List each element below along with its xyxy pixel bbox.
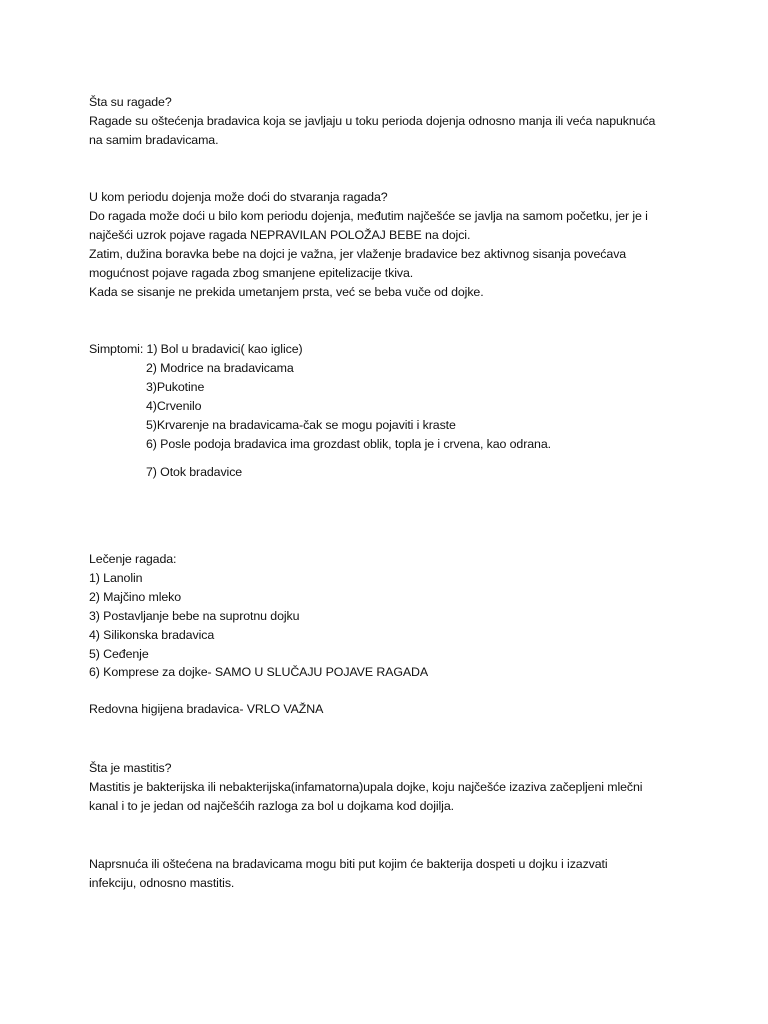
mastitis-line-1: Mastitis je bakterijska ili nebakterijska(infamatorna)upala dojke, koju najčešće izaziva začepljeni mlečni — [89, 780, 643, 794]
treatment-item: 4) Silikonska bradavica — [89, 628, 215, 642]
treatment-item: 6) Komprese za dojke- SAMO U SLUČAJU POJAVE RAGADA — [89, 665, 429, 679]
mastitis-line-2: kanal i to je jedan od najčešćih razloga za bol u dojkama kod dojilja. — [89, 799, 454, 813]
mastitis-closing-line-2: infekciju, odnosno mastitis. — [89, 876, 235, 890]
symptom-item: 2) Modrice na bradavicama — [146, 361, 294, 375]
symptom-item: 3)Pukotine — [146, 380, 205, 394]
mastitis-closing-line-1: Naprsnuća ili oštećena na bradavicama mogu biti put kojim će bakterija dospeti u dojku i izazvati — [89, 857, 608, 871]
ragade-definition-line-1: Ragade su oštećenja bradavica koja se javljaju u toku perioda dojenja odnosno manja ili veća napuknuća — [89, 114, 656, 128]
ragade-definition-line-2: na samim bradavicama. — [89, 133, 219, 147]
question-ragade: Šta su ragade? — [89, 95, 172, 109]
period-line-1: Do ragada može doći u bilo kom periodu dojenja, međutim najčešće se javlja na samom početku, jer je i — [89, 209, 648, 223]
symptom-item: 7) Otok bradavice — [146, 465, 243, 479]
hygiene-note: Redovna higijena bradavica- VRLO VAŽNA — [89, 702, 324, 716]
period-line-4: mogućnost pojave ragada zbog smanjene epitelizacije tkiva. — [89, 266, 414, 280]
treatment-heading: Lečenje ragada: — [89, 552, 177, 566]
period-line-3: Zatim, dužina boravka bebe na dojci je važna, jer vlaženje bradavice bez aktivnog sisanja povećava — [89, 247, 627, 261]
treatment-item: 1) Lanolin — [89, 571, 143, 585]
period-line-5: Kada se sisanje ne prekida umetanjem prsta, već se beba vuče od dojke. — [89, 285, 484, 299]
treatment-item: 2) Majčino mleko — [89, 590, 182, 604]
question-mastitis: Šta je mastitis? — [89, 761, 172, 775]
treatment-item: 3) Postavljanje bebe na suprotnu dojku — [89, 609, 300, 623]
symptoms-first-line: Simptomi: 1) Bol u bradavici( kao iglice) — [89, 342, 303, 356]
symptom-item: 6) Posle podoja bradavica ima grozdast oblik, topla je i crvena, kao odrana. — [146, 437, 551, 451]
question-period: U kom periodu dojenja može doći do stvaranja ragada? — [89, 190, 388, 204]
symptom-item: 5)Krvarenje na bradavicama-čak se mogu pojaviti i kraste — [146, 418, 456, 432]
treatment-item: 5) Ceđenje — [89, 647, 149, 661]
symptom-item: 4)Crvenilo — [146, 399, 202, 413]
period-line-2: najčešći uzrok pojave ragada NEPRAVILAN POLOŽAJ BEBE na dojci. — [89, 228, 471, 242]
